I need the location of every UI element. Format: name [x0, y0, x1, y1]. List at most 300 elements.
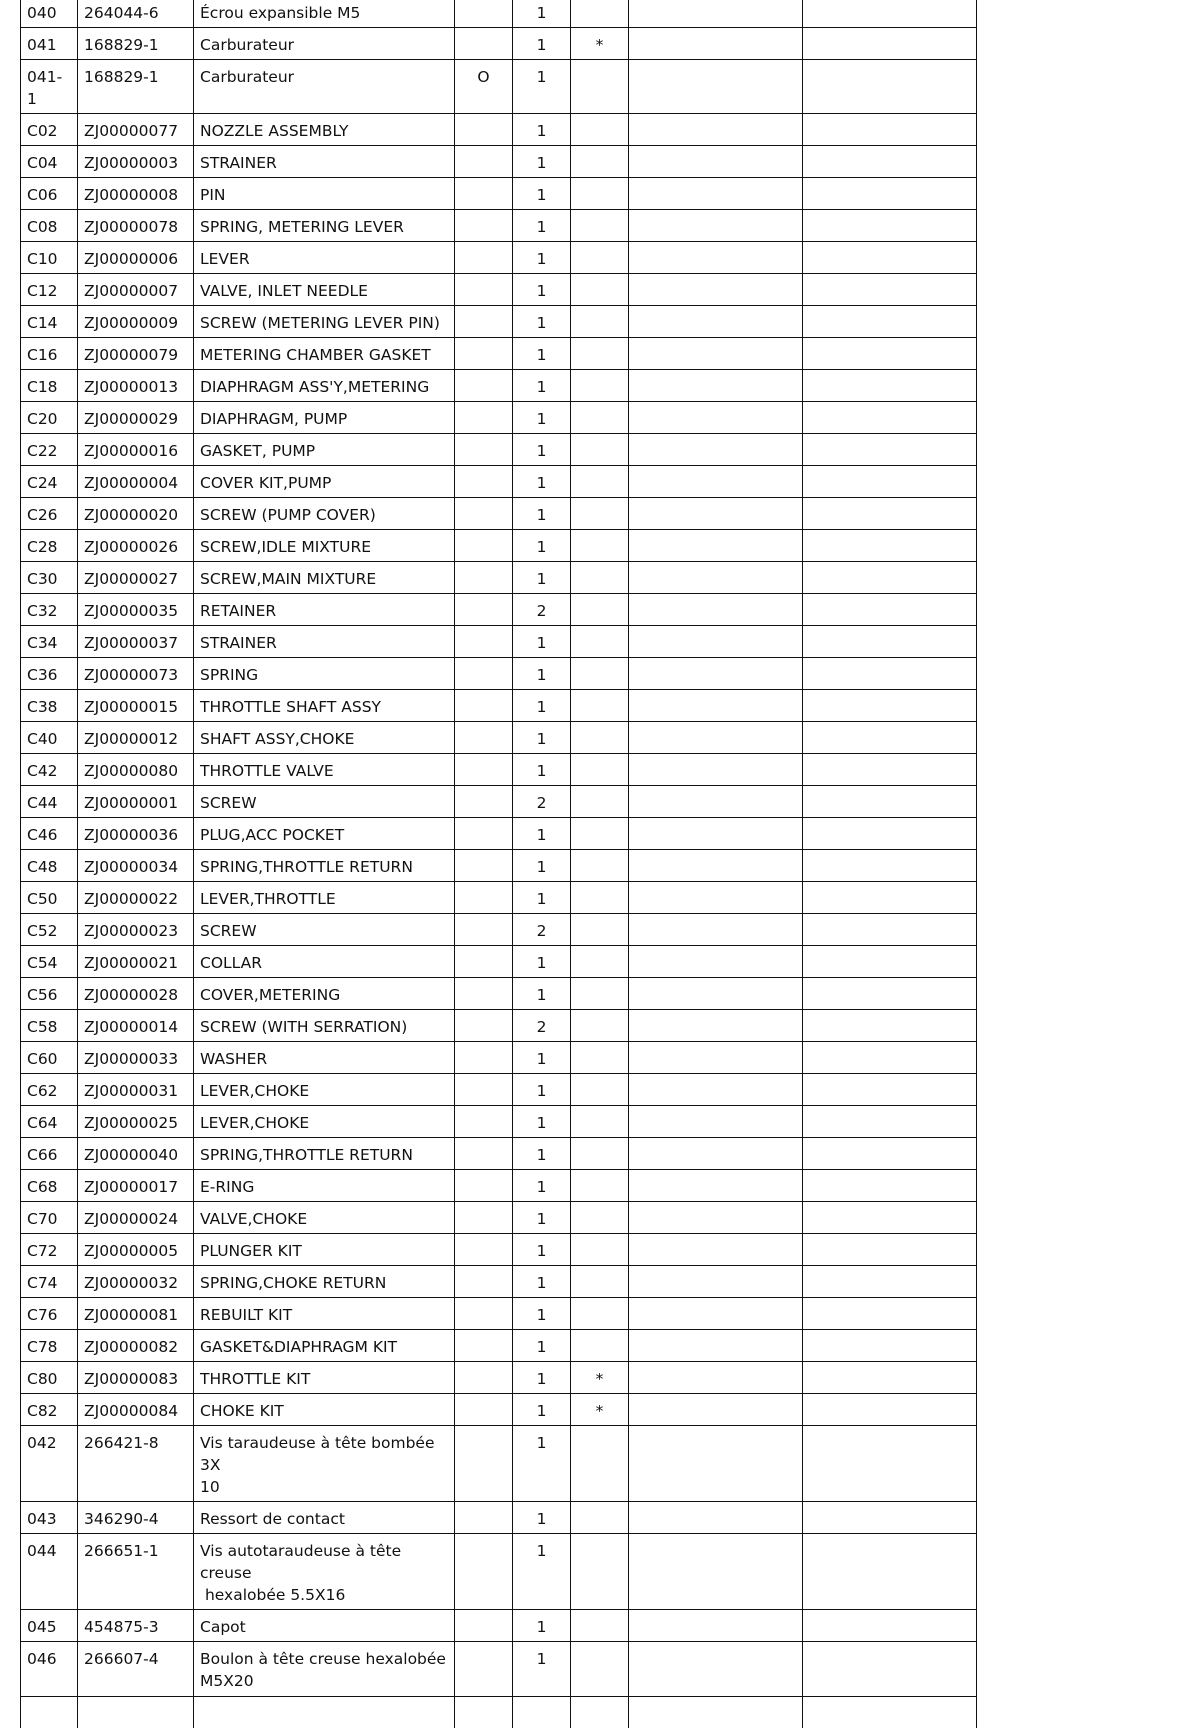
- blank-cell: [629, 946, 803, 978]
- note-mark-cell: [571, 562, 629, 594]
- note-mark-cell: *: [571, 28, 629, 60]
- part-number-cell: ZJ00000033: [78, 1042, 194, 1074]
- table-row: [21, 1330, 977, 1362]
- blank-cell: [803, 690, 977, 722]
- description-cell: Écrou expansible M5: [194, 0, 455, 28]
- note-mark-cell: [571, 338, 629, 370]
- item-number-cell: C48: [21, 850, 78, 882]
- blank-cell: [629, 594, 803, 626]
- option-flag-cell: [455, 1106, 513, 1138]
- part-number-cell: ZJ00000073: [78, 658, 194, 690]
- part-number-cell: 168829-1: [78, 60, 194, 114]
- item-number-cell: 041-1: [21, 60, 78, 114]
- blank-cell: [629, 882, 803, 914]
- part-number-cell: ZJ00000026: [78, 530, 194, 562]
- blank-cell: [629, 1330, 803, 1362]
- blank-cell: [629, 466, 803, 498]
- option-flag-cell: [455, 114, 513, 146]
- description-cell: CHOKE KIT: [194, 1394, 455, 1426]
- blank-cell: [803, 178, 977, 210]
- quantity-cell: 1: [513, 754, 571, 786]
- blank-cell: [803, 1074, 977, 1106]
- blank-cell: [629, 1202, 803, 1234]
- blank-cell: [803, 274, 977, 306]
- description-cell: COLLAR: [194, 946, 455, 978]
- part-number-cell: ZJ00000015: [78, 690, 194, 722]
- part-number-cell: ZJ00000040: [78, 1138, 194, 1170]
- blank-cell: [629, 0, 803, 28]
- table-row: [21, 306, 977, 338]
- option-flag-cell: [455, 306, 513, 338]
- parts-table-body: [21, 0, 977, 1728]
- table-row: [21, 850, 977, 882]
- option-flag-cell: [455, 1010, 513, 1042]
- note-mark-cell: [571, 1010, 629, 1042]
- note-mark-cell: *: [571, 1362, 629, 1394]
- table-row: [21, 1234, 977, 1266]
- item-number-cell: C06: [21, 178, 78, 210]
- description-cell: THROTTLE VALVE: [194, 754, 455, 786]
- item-number-cell: C20: [21, 402, 78, 434]
- note-mark-cell: [571, 530, 629, 562]
- part-number-cell: ZJ00000004: [78, 466, 194, 498]
- note-mark-cell: [571, 498, 629, 530]
- quantity-cell: 1: [513, 1074, 571, 1106]
- note-mark-cell: [571, 1042, 629, 1074]
- blank-cell: [803, 466, 977, 498]
- part-number-cell: ZJ00000009: [78, 306, 194, 338]
- option-flag-cell: [455, 786, 513, 818]
- option-flag-cell: [455, 530, 513, 562]
- description-cell: SPRING,THROTTLE RETURN: [194, 1138, 455, 1170]
- note-mark-cell: [571, 1502, 629, 1534]
- item-number-cell: 040: [21, 0, 78, 28]
- table-row: [21, 562, 977, 594]
- quantity-cell: 1: [513, 1426, 571, 1502]
- option-flag-cell: [455, 1330, 513, 1362]
- part-number-cell: ZJ00000034: [78, 850, 194, 882]
- quantity-cell: 1: [513, 850, 571, 882]
- option-flag-cell: [455, 1266, 513, 1298]
- blank-cell: [803, 1534, 977, 1610]
- description-cell: SPRING: [194, 658, 455, 690]
- part-number-cell: ZJ00000020: [78, 498, 194, 530]
- quantity-cell: 1: [513, 530, 571, 562]
- table-row: [21, 178, 977, 210]
- blank-cell: [629, 914, 803, 946]
- part-number-cell: ZJ00000037: [78, 626, 194, 658]
- blank-cell: [629, 1534, 803, 1610]
- item-number-cell: C40: [21, 722, 78, 754]
- quantity-cell: 1: [513, 210, 571, 242]
- blank-cell: [629, 978, 803, 1010]
- blank-cell: [629, 210, 803, 242]
- quantity-cell: 1: [513, 626, 571, 658]
- blank-cell: [629, 306, 803, 338]
- description-cell: Vis autotaraudeuse à tête creuse hexalobée 5.5X16: [194, 1534, 455, 1610]
- note-mark-cell: [571, 210, 629, 242]
- option-flag-cell: [455, 1610, 513, 1642]
- parts-list-table: [20, 0, 977, 1728]
- note-mark-cell: [571, 1266, 629, 1298]
- blank-cell: [803, 1138, 977, 1170]
- table-row: [21, 1042, 977, 1074]
- description-cell: LEVER,THROTTLE: [194, 882, 455, 914]
- blank-cell: [803, 402, 977, 434]
- blank-cell: [629, 786, 803, 818]
- description-cell: SPRING, METERING LEVER: [194, 210, 455, 242]
- blank-cell: [629, 1106, 803, 1138]
- item-number-cell: C54: [21, 946, 78, 978]
- quantity-cell: 2: [513, 914, 571, 946]
- table-row: [21, 1534, 977, 1610]
- blank-cell: [803, 114, 977, 146]
- quantity-cell: 1: [513, 498, 571, 530]
- description-cell: VALVE, INLET NEEDLE: [194, 274, 455, 306]
- option-flag-cell: [455, 1362, 513, 1394]
- table-row: [21, 530, 977, 562]
- note-mark-cell: [571, 626, 629, 658]
- blank-cell: [803, 60, 977, 114]
- blank-cell: [803, 338, 977, 370]
- table-row: [21, 690, 977, 722]
- part-number-cell: 454875-3: [78, 1610, 194, 1642]
- quantity-cell: 1: [513, 690, 571, 722]
- item-number-cell: C66: [21, 1138, 78, 1170]
- option-flag-cell: [455, 1502, 513, 1534]
- note-mark-cell: [571, 434, 629, 466]
- note-mark-cell: [571, 402, 629, 434]
- blank-cell: [629, 178, 803, 210]
- item-number-cell: C68: [21, 1170, 78, 1202]
- table-row: [21, 114, 977, 146]
- item-number-cell: C74: [21, 1266, 78, 1298]
- note-mark-cell: [571, 1534, 629, 1610]
- item-number-cell: C82: [21, 1394, 78, 1426]
- option-flag-cell: [455, 850, 513, 882]
- option-flag-cell: [455, 914, 513, 946]
- description-cell: PLUG,ACC POCKET: [194, 818, 455, 850]
- part-number-cell: ZJ00000084: [78, 1394, 194, 1426]
- table-row: [21, 1502, 977, 1534]
- quantity-cell: 1: [513, 1042, 571, 1074]
- blank-cell: [803, 1330, 977, 1362]
- blank-cell: [803, 1202, 977, 1234]
- blank-cell: [629, 1642, 803, 1697]
- description-cell: SCREW: [194, 786, 455, 818]
- quantity-cell: 1: [513, 658, 571, 690]
- item-number-cell: C50: [21, 882, 78, 914]
- note-mark-cell: [571, 1138, 629, 1170]
- part-number-cell: ZJ00000001: [78, 786, 194, 818]
- blank-cell: [803, 530, 977, 562]
- quantity-cell: 1: [513, 1138, 571, 1170]
- table-row: [21, 594, 977, 626]
- note-mark-cell: [571, 914, 629, 946]
- quantity-cell: 1: [513, 1534, 571, 1610]
- blank-cell: [629, 1042, 803, 1074]
- blank-cell: [803, 28, 977, 60]
- blank-cell: [629, 1298, 803, 1330]
- description-cell: COVER KIT,PUMP: [194, 466, 455, 498]
- blank-cell: [803, 1042, 977, 1074]
- option-flag-cell: [455, 658, 513, 690]
- description-cell: SCREW,IDLE MIXTURE: [194, 530, 455, 562]
- table-row: [21, 242, 977, 274]
- blank-cell: [803, 722, 977, 754]
- blank-cell: [803, 242, 977, 274]
- quantity-cell: 1: [513, 1106, 571, 1138]
- part-number-cell: 266651-1: [78, 1534, 194, 1610]
- part-number-cell: [78, 1697, 194, 1728]
- item-number-cell: C56: [21, 978, 78, 1010]
- part-number-cell: 346290-4: [78, 1502, 194, 1534]
- note-mark-cell: [571, 722, 629, 754]
- description-cell: RETAINER: [194, 594, 455, 626]
- option-flag-cell: [455, 1426, 513, 1502]
- blank-cell: [803, 1394, 977, 1426]
- description-cell: STRAINER: [194, 146, 455, 178]
- item-number-cell: C36: [21, 658, 78, 690]
- description-cell: E-RING: [194, 1170, 455, 1202]
- description-cell: COVER,METERING: [194, 978, 455, 1010]
- note-mark-cell: [571, 594, 629, 626]
- quantity-cell: 1: [513, 370, 571, 402]
- quantity-cell: 1: [513, 1642, 571, 1697]
- part-number-cell: ZJ00000036: [78, 818, 194, 850]
- item-number-cell: C34: [21, 626, 78, 658]
- blank-cell: [803, 786, 977, 818]
- note-mark-cell: [571, 1642, 629, 1697]
- quantity-cell: 1: [513, 1170, 571, 1202]
- table-row: [21, 1610, 977, 1642]
- blank-cell: [803, 1234, 977, 1266]
- table-row: [21, 754, 977, 786]
- item-number-cell: C78: [21, 1330, 78, 1362]
- option-flag-cell: [455, 690, 513, 722]
- blank-cell: [803, 754, 977, 786]
- option-flag-cell: [455, 28, 513, 60]
- blank-cell: [803, 1298, 977, 1330]
- blank-cell: [629, 28, 803, 60]
- blank-cell: [629, 338, 803, 370]
- option-flag-cell: [455, 754, 513, 786]
- option-flag-cell: [455, 946, 513, 978]
- blank-cell: [629, 434, 803, 466]
- option-flag-cell: [455, 1170, 513, 1202]
- item-number-cell: C02: [21, 114, 78, 146]
- table-row: [21, 146, 977, 178]
- note-mark-cell: [571, 146, 629, 178]
- description-cell: METERING CHAMBER GASKET: [194, 338, 455, 370]
- part-number-cell: ZJ00000035: [78, 594, 194, 626]
- option-flag-cell: [455, 338, 513, 370]
- item-number-cell: 042: [21, 1426, 78, 1502]
- part-number-cell: ZJ00000029: [78, 402, 194, 434]
- blank-cell: [629, 754, 803, 786]
- blank-cell: [629, 562, 803, 594]
- quantity-cell: 1: [513, 60, 571, 114]
- part-number-cell: ZJ00000031: [78, 1074, 194, 1106]
- description-cell: THROTTLE SHAFT ASSY: [194, 690, 455, 722]
- part-number-cell: ZJ00000006: [78, 242, 194, 274]
- table-row: [21, 1138, 977, 1170]
- quantity-cell: 1: [513, 274, 571, 306]
- blank-cell: [803, 1362, 977, 1394]
- note-mark-cell: [571, 1610, 629, 1642]
- part-number-cell: ZJ00000012: [78, 722, 194, 754]
- description-cell: GASKET, PUMP: [194, 434, 455, 466]
- description-cell: NOZZLE ASSEMBLY: [194, 114, 455, 146]
- blank-cell: [629, 1266, 803, 1298]
- table-row: [21, 434, 977, 466]
- option-flag-cell: [455, 434, 513, 466]
- description-cell: SCREW: [194, 914, 455, 946]
- quantity-cell: 1: [513, 946, 571, 978]
- blank-cell: [803, 1642, 977, 1697]
- description-cell: SPRING,THROTTLE RETURN: [194, 850, 455, 882]
- quantity-cell: 1: [513, 146, 571, 178]
- option-flag-cell: [455, 1234, 513, 1266]
- blank-cell: [803, 434, 977, 466]
- note-mark-cell: [571, 850, 629, 882]
- note-mark-cell: [571, 1426, 629, 1502]
- note-mark-cell: [571, 658, 629, 690]
- item-number-cell: C46: [21, 818, 78, 850]
- item-number-cell: C62: [21, 1074, 78, 1106]
- item-number-cell: C26: [21, 498, 78, 530]
- quantity-cell: 1: [513, 338, 571, 370]
- part-number-cell: ZJ00000079: [78, 338, 194, 370]
- blank-cell: [803, 1697, 977, 1728]
- note-mark-cell: [571, 1234, 629, 1266]
- blank-cell: [629, 498, 803, 530]
- table-row: [21, 0, 977, 28]
- item-number-cell: C18: [21, 370, 78, 402]
- table-row: [21, 722, 977, 754]
- blank-cell: [629, 1697, 803, 1728]
- option-flag-cell: [455, 0, 513, 28]
- part-number-cell: ZJ00000077: [78, 114, 194, 146]
- table-row: [21, 274, 977, 306]
- description-cell: DIAPHRAGM ASS'Y,METERING: [194, 370, 455, 402]
- option-flag-cell: [455, 1138, 513, 1170]
- table-row: [21, 1170, 977, 1202]
- part-number-cell: ZJ00000003: [78, 146, 194, 178]
- part-number-cell: ZJ00000014: [78, 1010, 194, 1042]
- option-flag-cell: [455, 146, 513, 178]
- blank-cell: [803, 946, 977, 978]
- note-mark-cell: [571, 60, 629, 114]
- description-cell: SCREW (METERING LEVER PIN): [194, 306, 455, 338]
- blank-cell: [629, 1138, 803, 1170]
- part-number-cell: ZJ00000027: [78, 562, 194, 594]
- table-row: [21, 1074, 977, 1106]
- table-row: [21, 1642, 977, 1697]
- part-number-cell: ZJ00000028: [78, 978, 194, 1010]
- description-cell: SPRING,CHOKE RETURN: [194, 1266, 455, 1298]
- quantity-cell: 1: [513, 1298, 571, 1330]
- note-mark-cell: [571, 786, 629, 818]
- blank-cell: [629, 1074, 803, 1106]
- blank-cell: [803, 594, 977, 626]
- note-mark-cell: [571, 690, 629, 722]
- table-row: [21, 28, 977, 60]
- note-mark-cell: [571, 978, 629, 1010]
- description-cell: SCREW (PUMP COVER): [194, 498, 455, 530]
- table-row: [21, 466, 977, 498]
- blank-cell: [803, 882, 977, 914]
- part-number-cell: ZJ00000013: [78, 370, 194, 402]
- item-number-cell: C38: [21, 690, 78, 722]
- option-flag-cell: [455, 882, 513, 914]
- item-number-cell: C30: [21, 562, 78, 594]
- note-mark-cell: [571, 818, 629, 850]
- blank-cell: [803, 818, 977, 850]
- item-number-cell: C08: [21, 210, 78, 242]
- blank-cell: [803, 914, 977, 946]
- blank-cell: [803, 370, 977, 402]
- quantity-cell: 2: [513, 1010, 571, 1042]
- blank-cell: [803, 0, 977, 28]
- description-cell: THROTTLE KIT: [194, 1362, 455, 1394]
- note-mark-cell: [571, 946, 629, 978]
- option-flag-cell: [455, 210, 513, 242]
- description-cell: SHAFT ASSY,CHOKE: [194, 722, 455, 754]
- part-number-cell: ZJ00000024: [78, 1202, 194, 1234]
- blank-cell: [803, 978, 977, 1010]
- note-mark-cell: [571, 306, 629, 338]
- note-mark-cell: *: [571, 1394, 629, 1426]
- description-cell: LEVER: [194, 242, 455, 274]
- note-mark-cell: [571, 242, 629, 274]
- item-number-cell: C60: [21, 1042, 78, 1074]
- description-cell: Boulon à tête creuse hexalobée M5X20: [194, 1642, 455, 1697]
- description-cell: Carburateur: [194, 28, 455, 60]
- option-flag-cell: [455, 274, 513, 306]
- item-number-cell: 041: [21, 28, 78, 60]
- table-row: [21, 914, 977, 946]
- blank-cell: [803, 1170, 977, 1202]
- table-row: [21, 1697, 977, 1728]
- item-number-cell: 045: [21, 1610, 78, 1642]
- part-number-cell: ZJ00000017: [78, 1170, 194, 1202]
- table-row: [21, 946, 977, 978]
- quantity-cell: 1: [513, 402, 571, 434]
- note-mark-cell: [571, 370, 629, 402]
- blank-cell: [629, 114, 803, 146]
- blank-cell: [629, 1170, 803, 1202]
- blank-cell: [629, 60, 803, 114]
- table-row: [21, 370, 977, 402]
- description-cell: PLUNGER KIT: [194, 1234, 455, 1266]
- quantity-cell: 1: [513, 1502, 571, 1534]
- quantity-cell: 1: [513, 466, 571, 498]
- quantity-cell: 1: [513, 306, 571, 338]
- item-number-cell: 044: [21, 1534, 78, 1610]
- part-number-cell: 264044-6: [78, 0, 194, 28]
- item-number-cell: [21, 1697, 78, 1728]
- option-flag-cell: [455, 1394, 513, 1426]
- blank-cell: [629, 242, 803, 274]
- item-number-cell: C42: [21, 754, 78, 786]
- option-flag-cell: [455, 562, 513, 594]
- description-cell: GASKET&DIAPHRAGM KIT: [194, 1330, 455, 1362]
- table-row: [21, 210, 977, 242]
- quantity-cell: 2: [513, 594, 571, 626]
- blank-cell: [803, 1502, 977, 1534]
- option-flag-cell: [455, 1298, 513, 1330]
